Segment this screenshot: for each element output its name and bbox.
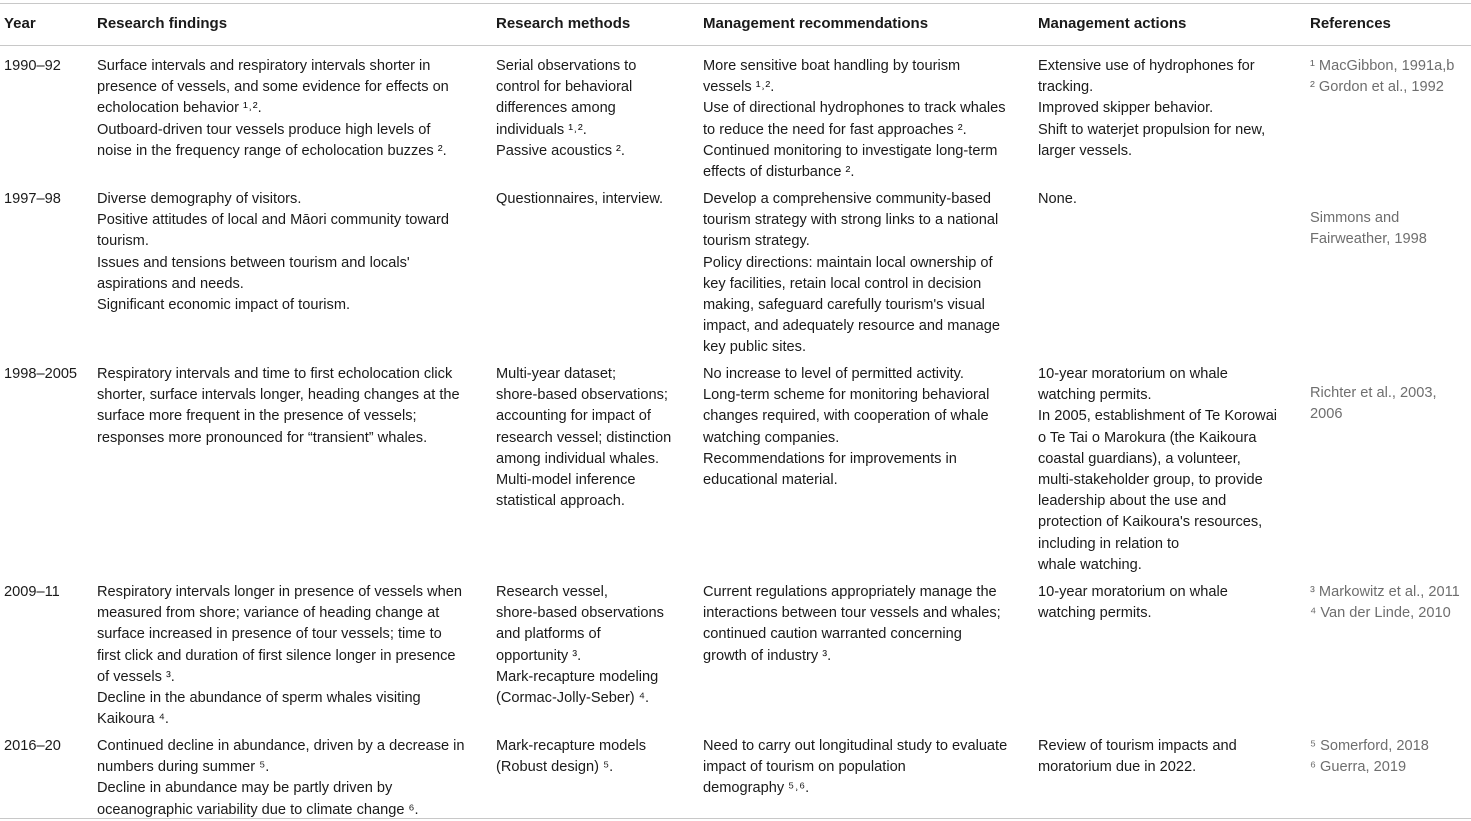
cell-line: (Cormac-Jolly-Seber) ⁴.	[496, 690, 650, 707]
cell-line: ⁴ Van der Linde, 2010	[1310, 605, 1451, 622]
cell-line: Research vessel,	[496, 584, 608, 600]
cell-line: Policy directions: maintain local ownership of	[703, 254, 993, 271]
cell-line: Serial observations to	[496, 58, 637, 74]
cell-line: watching permits.	[1038, 605, 1152, 622]
cell-line: Positive attitudes of local and Māori community toward	[97, 212, 450, 229]
cell-line: key public sites.	[703, 339, 807, 356]
cell-references	[1310, 56, 1454, 98]
cell-line: of vessels ³.	[97, 668, 175, 685]
cell-line: In 2005, establishment of Te Korowai	[1038, 408, 1278, 425]
cell-line: coastal guardians), a volunteer,	[1038, 450, 1241, 467]
cell-line: 10-year moratorium on whale	[1038, 366, 1228, 382]
cell-line: leadership about the use and	[1038, 493, 1227, 510]
cell-line: Significant economic impact of tourism.	[97, 297, 351, 314]
cell-line: Outboard-driven tour vessels produce high levels of	[97, 121, 431, 138]
cell-line: to reduce the need for fast approaches ².	[703, 121, 967, 138]
cell-year: 2009–11	[4, 584, 60, 600]
cell-research-findings	[97, 582, 462, 730]
cell-line: surface more frequent in the presence of vessels;	[97, 408, 417, 425]
cell-line: first click and duration of first silence longer in presence	[97, 647, 456, 664]
cell-line: measured from shore; variance of heading change at	[97, 605, 440, 622]
cell-line: Questionnaires, interview.	[496, 191, 664, 207]
cell-line: Use of directional hydrophones to track whales	[703, 100, 1006, 117]
cell-line: tourism strategy.	[703, 233, 810, 250]
cell-year: 2016–20	[4, 738, 61, 754]
cell-line: Long-term scheme for monitoring behavioral	[703, 387, 990, 404]
cell-line: Current regulations appropriately manage the	[703, 584, 997, 600]
cell-line: Improved skipper behavior.	[1038, 100, 1214, 117]
cell-line: Recommendations for improvements in	[703, 450, 957, 467]
cell-line: shore-based observations;	[496, 387, 668, 404]
cell-references	[1310, 383, 1437, 425]
cell-line: Issues and tensions between tourism and locals'	[97, 254, 410, 271]
cell-research-findings	[97, 364, 460, 449]
table-top-rule	[0, 3, 1471, 4]
cell-line: Kaikoura ⁴.	[97, 711, 169, 728]
cell-line: Simmons and	[1310, 210, 1400, 226]
cell-line: including in relation to	[1038, 535, 1180, 552]
cell-line: tracking.	[1038, 79, 1094, 96]
cell-line: presence of vessels, and some evidence for effects on	[97, 79, 449, 96]
cell-line: aspirations and needs.	[97, 275, 244, 292]
cell-line: Continued decline in abundance, driven by a decrease in	[97, 738, 465, 754]
header-management-recommendations: Management recommendations	[703, 15, 929, 32]
cell-line: growth of industry ³.	[703, 647, 832, 664]
cell-line: watching companies.	[703, 429, 840, 446]
cell-line: Need to carry out longitudinal study to evaluate	[703, 738, 1008, 754]
cell-line: larger vessels.	[1038, 142, 1133, 159]
cell-line: whale watching.	[1038, 556, 1142, 573]
cell-line: ⁶ Guerra, 2019	[1310, 759, 1407, 776]
cell-line: Surface intervals and respiratory intervals shorter in	[97, 58, 431, 74]
cell-research-methods	[496, 189, 663, 210]
cell-line: noise in the frequency range of echolocation buzzes ².	[97, 142, 447, 159]
header-research-findings: Research findings	[97, 15, 228, 32]
cell-management-actions	[1038, 364, 1277, 576]
cell-line: protection of Kaikoura's resources,	[1038, 514, 1263, 531]
cell-line: impact of tourism on population	[703, 759, 906, 776]
cell-management-actions	[1038, 582, 1228, 624]
cell-line: Review of tourism impacts and	[1038, 738, 1237, 754]
cell-management-recommendations	[703, 364, 989, 491]
cell-management-actions	[1038, 56, 1265, 162]
cell-research-methods	[496, 736, 646, 778]
cell-line: educational material.	[703, 472, 838, 489]
header-references: References	[1310, 15, 1391, 32]
cell-line: Mark-recapture models	[496, 738, 647, 754]
cell-management-actions	[1038, 736, 1237, 778]
cell-line: shorter, surface intervals longer, heading changes at the	[97, 387, 460, 404]
cell-line: surface increased in presence of tour vessels; time to	[97, 626, 442, 643]
cell-research-findings	[97, 56, 449, 162]
cell-line: Diverse demography of visitors.	[97, 191, 302, 207]
cell-research-methods	[496, 364, 671, 512]
cell-line: impact, and adequately resource and manage	[703, 318, 1000, 335]
cell-line: differences among	[496, 100, 616, 117]
cell-references	[1310, 208, 1427, 250]
cell-line: tourism.	[97, 233, 149, 250]
cell-line: oceanographic variability due to climate change ⁶.	[97, 801, 419, 818]
cell-year: 1998–2005	[4, 366, 78, 382]
cell-line: 10-year moratorium on whale	[1038, 584, 1228, 600]
cell-line: Multi-year dataset;	[496, 366, 617, 382]
header-research-methods: Research methods	[496, 15, 631, 32]
cell-management-recommendations	[703, 189, 1000, 359]
cell-line: None.	[1038, 191, 1077, 207]
cell-line: Extensive use of hydrophones for	[1038, 58, 1255, 74]
cell-line: among individual whales.	[496, 450, 660, 467]
cell-line: Decline in the abundance of sperm whales visiting	[97, 690, 421, 707]
table-bottom-rule	[0, 818, 1471, 819]
cell-references	[1310, 736, 1429, 778]
cell-research-methods	[496, 56, 636, 162]
cell-line: Passive acoustics ².	[496, 142, 625, 159]
cell-line: multi-stakeholder group, to provide	[1038, 472, 1263, 489]
cell-line: statistical approach.	[496, 493, 625, 510]
cell-line: ² Gordon et al., 1992	[1310, 79, 1444, 96]
cell-line: vessels ¹˒².	[703, 79, 775, 96]
cell-line: tourism strategy with strong links to a national	[703, 212, 999, 229]
cell-management-recommendations	[703, 582, 1001, 667]
cell-management-recommendations	[703, 736, 1007, 800]
cell-line: Decline in abundance may be partly driven by	[97, 780, 393, 797]
cell-year: 1990–92	[4, 58, 61, 74]
cell-line: interactions between tour vessels and whales;	[703, 605, 1001, 622]
cell-line: Richter et al., 2003,	[1310, 385, 1437, 401]
cell-line: accounting for impact of	[496, 408, 651, 425]
cell-line: and platforms of	[496, 626, 601, 643]
cell-line: No increase to level of permitted activity.	[703, 366, 964, 382]
cell-line: (Robust design) ⁵.	[496, 759, 614, 776]
cell-line: ³ Markowitz et al., 2011	[1310, 584, 1460, 600]
cell-line: shore-based observations	[496, 605, 664, 622]
cell-line: o Te Tai o Marokura (the Kaikoura	[1038, 429, 1257, 446]
cell-line: responses more pronounced for “transient” whales.	[97, 429, 428, 446]
cell-line: continued caution warranted concerning	[703, 626, 962, 643]
cell-line: Develop a comprehensive community-based	[703, 191, 991, 207]
header-year: Year	[4, 15, 36, 32]
cell-line: More sensitive boat handling by tourism	[703, 58, 961, 74]
header-rule	[0, 45, 1471, 46]
cell-management-recommendations	[703, 56, 1006, 183]
cell-line: individuals ¹˒².	[496, 121, 587, 138]
cell-line: changes required, with cooperation of whale	[703, 408, 989, 425]
cell-line: watching permits.	[1038, 387, 1152, 404]
cell-line: Shift to waterjet propulsion for new,	[1038, 121, 1266, 138]
cell-line: numbers during summer ⁵.	[97, 759, 270, 776]
cell-line: Fairweather, 1998	[1310, 231, 1427, 248]
cell-line: Mark-recapture modeling	[496, 668, 659, 685]
cell-line: effects of disturbance ².	[703, 164, 855, 181]
cell-management-actions	[1038, 189, 1077, 210]
cell-line: ¹ MacGibbon, 1991a,b	[1310, 58, 1455, 74]
cell-research-methods	[496, 582, 664, 709]
cell-research-findings	[97, 189, 449, 316]
cell-line: Respiratory intervals and time to first echolocation click	[97, 366, 453, 382]
header-management-actions: Management actions	[1038, 15, 1187, 32]
cell-references	[1310, 582, 1460, 624]
cell-line: Respiratory intervals longer in presence of vessels when	[97, 584, 463, 600]
cell-year: 1997–98	[4, 191, 61, 207]
cell-line: opportunity ³.	[496, 647, 582, 664]
cell-line: 2006	[1310, 406, 1343, 423]
cell-research-findings	[97, 736, 465, 821]
cell-line: demography ⁵˒⁶.	[703, 780, 810, 797]
cell-line: ⁵ Somerford, 2018	[1310, 738, 1429, 754]
cell-line: Multi-model inference	[496, 472, 636, 489]
cell-line: echolocation behavior ¹˒².	[97, 100, 262, 117]
cell-line: making, safeguard carefully tourism's visual	[703, 297, 985, 314]
cell-line: research vessel; distinction	[496, 429, 672, 446]
cell-line: moratorium due in 2022.	[1038, 759, 1197, 776]
cell-line: key facilities, retain local control in decision	[703, 275, 982, 292]
cell-line: control for behavioral	[496, 79, 633, 96]
cell-line: Continued monitoring to investigate long-term	[703, 142, 998, 159]
